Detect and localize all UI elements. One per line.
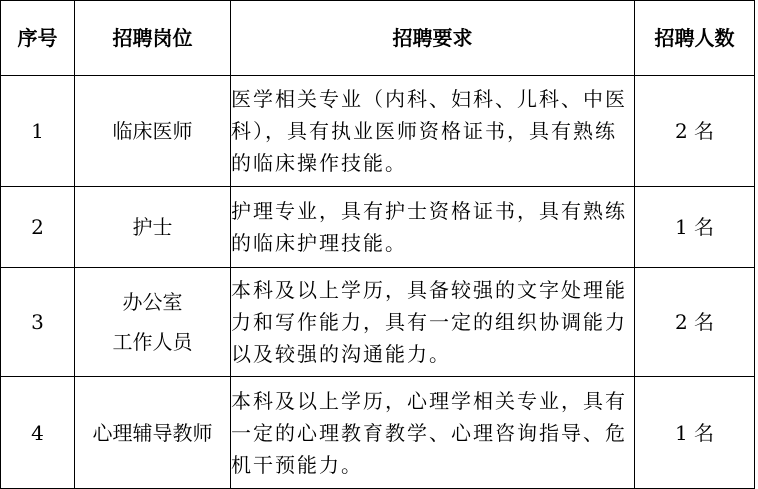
row-count: 2 名	[635, 76, 755, 187]
row-num: 1	[1, 76, 75, 187]
row-position	[75, 268, 231, 377]
table-row	[1, 268, 755, 377]
row-requirements: 本科及以上学历，心理学相关专业，具有一定的心理教育教学、心理咨询指导、危机干预能力。	[231, 377, 635, 489]
header-requirements: 招聘要求	[231, 1, 635, 76]
position-line: 临床医师	[112, 119, 193, 143]
row-count: 1 名	[635, 377, 755, 489]
row-position	[75, 76, 231, 187]
position-line: 办公室	[122, 290, 183, 314]
row-requirements: 本科及以上学历，具备较强的文字处理能力和写作能力，具有一定的组织协调能力以及较强的沟通能力。	[231, 268, 635, 377]
row-count: 2 名	[635, 268, 755, 377]
row-count: 1 名	[635, 187, 755, 268]
row-num: 3	[1, 268, 75, 377]
header-num: 序号	[1, 1, 75, 76]
table-row	[1, 377, 755, 489]
header-position: 招聘岗位	[75, 1, 231, 76]
table-row	[1, 76, 755, 187]
position-line: 护士	[132, 215, 173, 239]
position-line: 心理辅导教师	[92, 420, 213, 445]
row-requirements: 护理专业，具有护士资格证书，具有熟练的临床护理技能。	[231, 187, 635, 268]
row-requirements: 医学相关专业（内科、妇科、儿科、中医科），具有执业医师资格证书，具有熟练的临床操作技能。	[231, 76, 635, 187]
row-num: 4	[1, 377, 75, 489]
header-row	[1, 1, 755, 76]
table-row	[1, 187, 755, 268]
row-position	[75, 187, 231, 268]
header-count: 招聘人数	[635, 1, 755, 76]
position-line: 工作人员	[112, 330, 193, 354]
row-position	[75, 377, 231, 489]
row-num: 2	[1, 187, 75, 268]
